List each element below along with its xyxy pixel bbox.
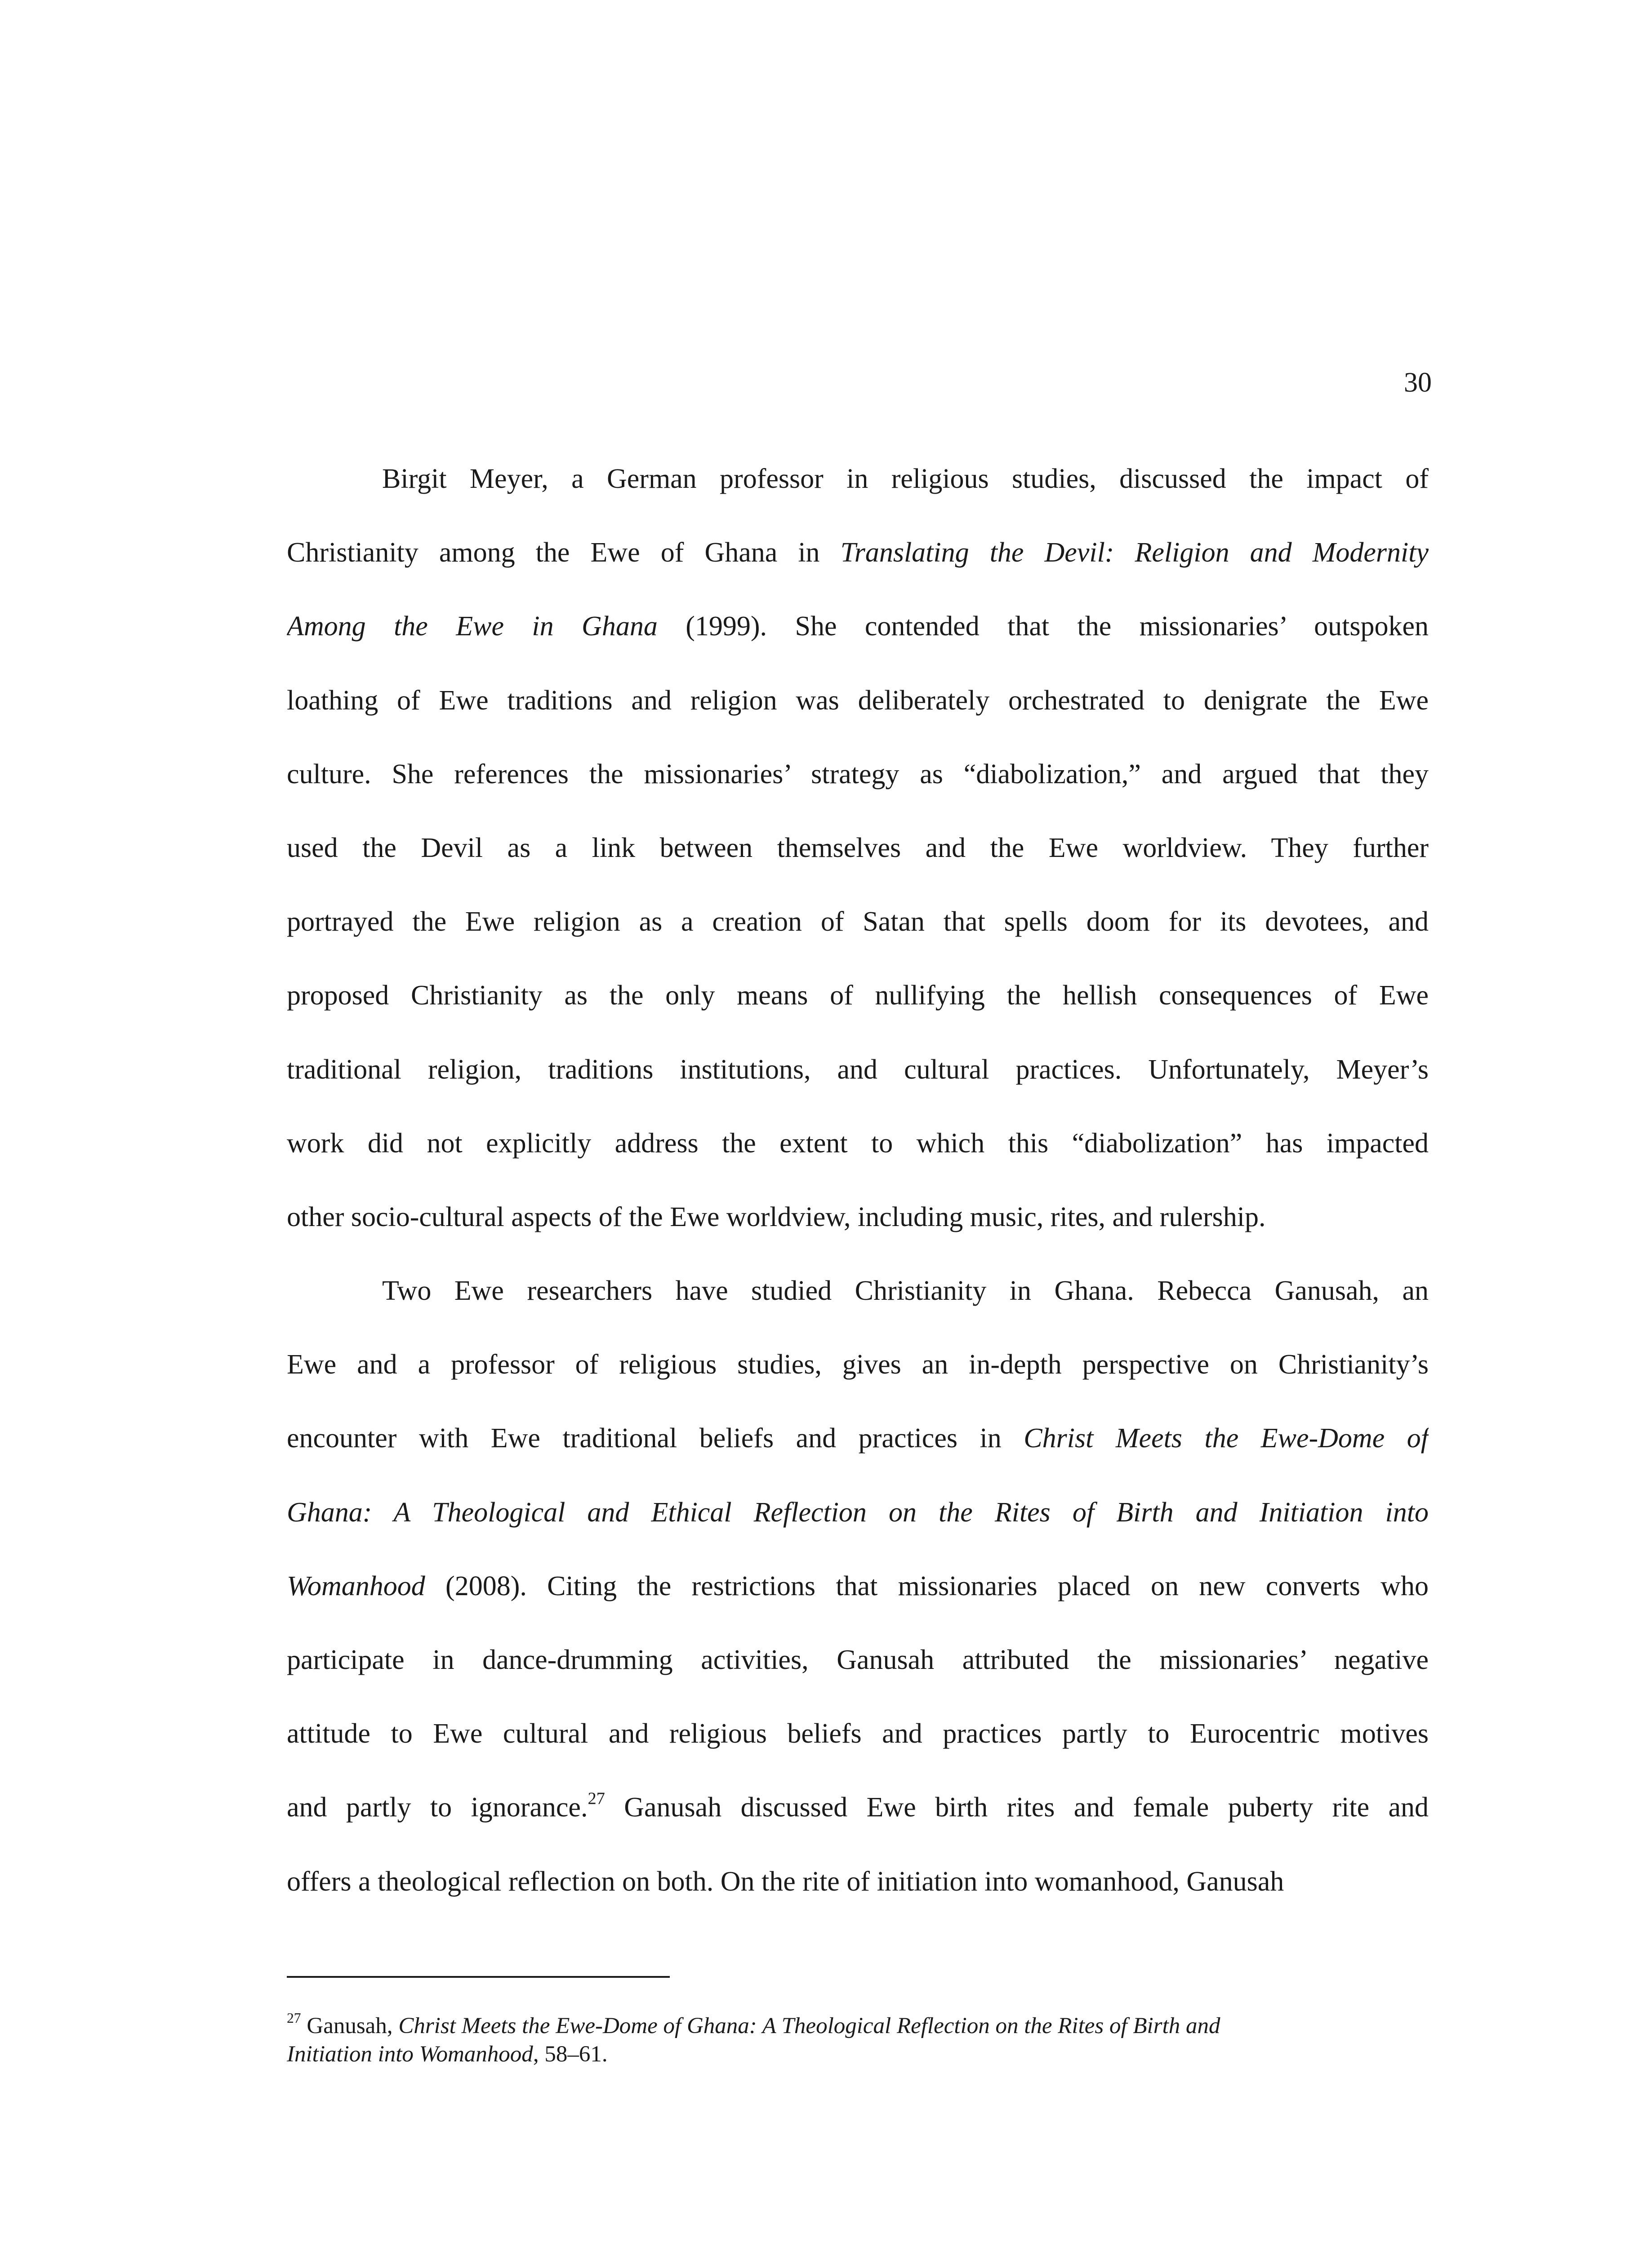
text-run: Two Ewe researchers have studied Christianity in Ghana. Rebecca Ganusah, an [382, 1276, 1429, 1307]
text-run: portrayed the Ewe religion as a creation of Satan that spells doom for its devotees, and [287, 906, 1429, 937]
text-run: (1999). She contended that the missionaries’ outspoken [657, 611, 1429, 642]
text-run: work did not explicitly address the extent to which this “diabolization” has impacted [287, 1128, 1429, 1159]
text-run: Ganusah, [301, 2013, 399, 2038]
text-line [287, 664, 1429, 737]
text-run: other socio-cultural aspects of the Ewe worldview, including music, rites, and rulership. [287, 1201, 1266, 1232]
text-run: Christianity among the Ewe of Ghana in [287, 537, 841, 568]
text-run: encounter with Ewe traditional beliefs and practices in [287, 1423, 1024, 1454]
text-run: Ganusah discussed Ewe birth rites and female puberty rite and [605, 1792, 1429, 1823]
italic-title-text: Christ Meets the Ewe-Dome of Ghana: A Theological Reflection on the Rites of Birth and [398, 2013, 1220, 2038]
text-run: (2008). Citing the restrictions that missionaries placed on new converts who [425, 1570, 1429, 1601]
text-line [287, 737, 1429, 811]
text-run: traditional religion, traditions institutions, and cultural practices. Unfortunately, Meyer’s [287, 1054, 1429, 1085]
text-line [287, 516, 1429, 589]
text-line [287, 811, 1429, 885]
italic-title-text: Ghana: A Theological and Ethical Reflection on the Rites of Birth and Initiation into [287, 1497, 1429, 1528]
page-number: 30 [1404, 367, 1432, 398]
footnote-marker: 27 [588, 1789, 605, 1808]
text-run: participate in dance-drumming activities, Ganusah attributed the missionaries’ negative [287, 1645, 1429, 1676]
paragraph [287, 442, 1429, 1254]
footnote-rule [287, 1976, 670, 1978]
text-run: Birgit Meyer, a German professor in religious studies, discussed the impact of [382, 464, 1429, 494]
text-line [287, 1328, 1429, 1401]
text-line [287, 1254, 1429, 1328]
text-run: loathing of Ewe traditions and religion was deliberately orchestrated to denigrate the Ewe [287, 685, 1429, 716]
text-line [287, 1476, 1429, 1549]
text-line [287, 1033, 1429, 1106]
footnote-marker: 27 [287, 2010, 301, 2026]
text-run: proposed Christianity as the only means of nullifying the hellish consequences of Ewe [287, 980, 1429, 1011]
text-line [287, 959, 1429, 1032]
text-run: used the Devil as a link between themselves and the Ewe worldview. They further [287, 832, 1429, 863]
body-text [287, 442, 1429, 1918]
text-run: Ewe and a professor of religious studies, gives an in-depth perspective on Christianity’s [287, 1349, 1429, 1380]
text-run: culture. She references the missionaries’ strategy as “diabolization,” and argued that they [287, 758, 1429, 789]
text-line [287, 442, 1429, 516]
text-line [287, 1549, 1429, 1623]
italic-title-text: Womanhood [287, 1570, 425, 1601]
italic-title-text: Among the Ewe in Ghana [287, 611, 658, 642]
text-line [287, 1106, 1429, 1180]
text-line [287, 1697, 1429, 1771]
text-run: attitude to Ewe cultural and religious beliefs and practices partly to Eurocentric motives [287, 1718, 1429, 1749]
footnote-line [287, 2040, 1429, 2069]
text-line [287, 1845, 1429, 1918]
italic-title-text: Initiation into Womanhood [287, 2042, 533, 2067]
text-line [287, 1771, 1429, 1844]
text-line [287, 589, 1429, 663]
footnote [287, 2012, 1429, 2069]
footnote-line [287, 2012, 1429, 2040]
text-line [287, 1180, 1429, 1254]
text-run: and partly to ignorance. [287, 1792, 588, 1823]
text-line [287, 1623, 1429, 1697]
italic-title-text: Christ Meets the Ewe-Dome of [1024, 1423, 1429, 1454]
text-line [287, 885, 1429, 959]
text-run: offers a theological reflection on both. On the rite of initiation into womanhood, Ganusah [287, 1866, 1284, 1897]
italic-title-text: Translating the Devil: Religion and Modernity [840, 537, 1429, 568]
paragraph [287, 1254, 1429, 1918]
text-line [287, 1401, 1429, 1475]
text-run: , 58–61. [533, 2042, 608, 2067]
